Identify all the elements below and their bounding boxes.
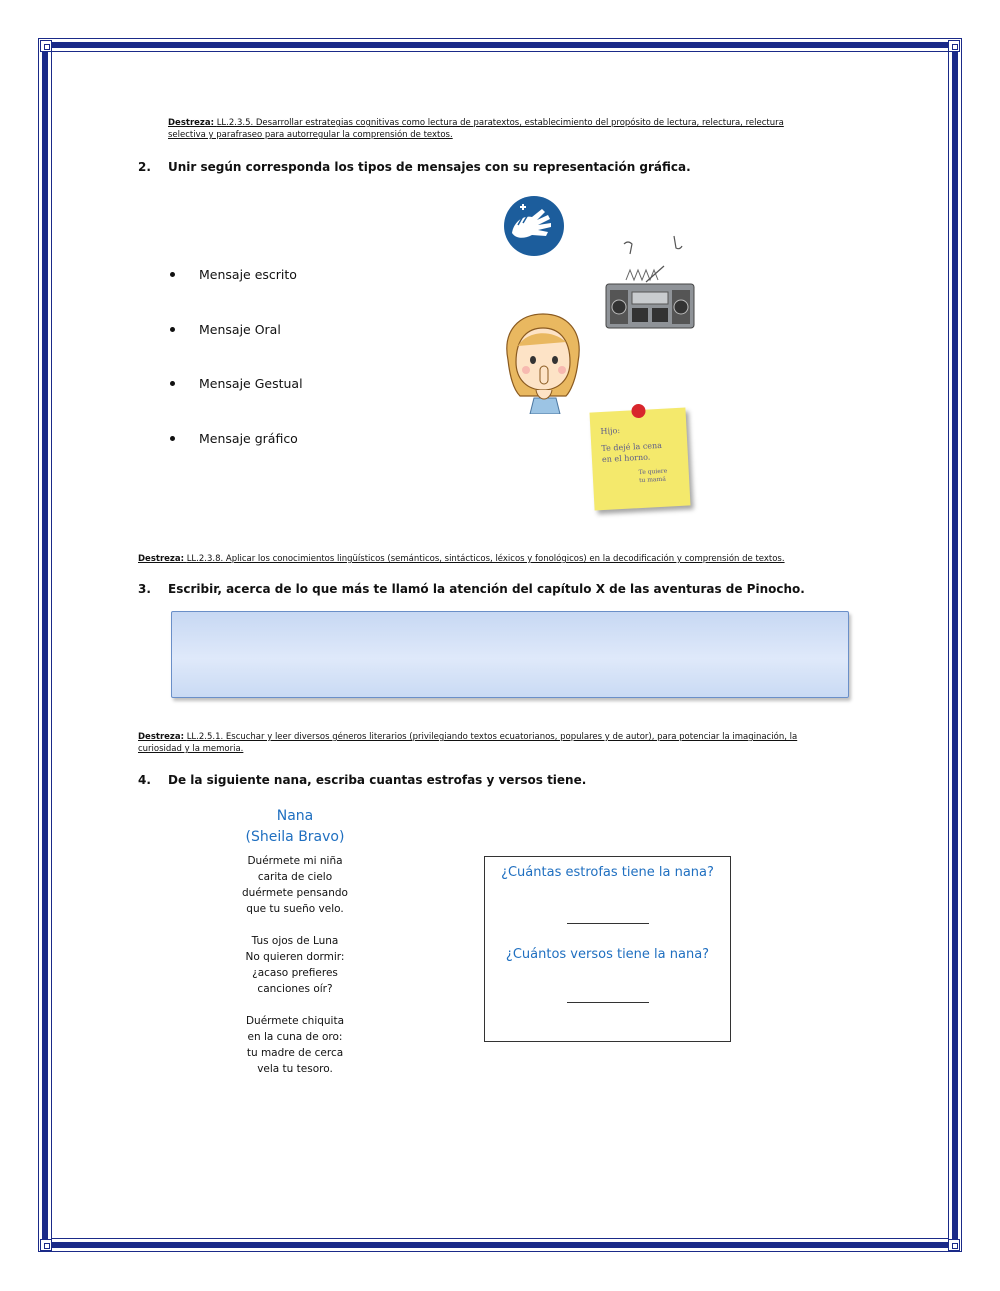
poem-verse: No quieren dormir: <box>245 951 345 963</box>
bullet-icon <box>170 436 175 441</box>
destreza-text: selectiva y parafraseo para autorregular la comprensión de textos. <box>168 130 453 140</box>
note-line: en el horno. <box>601 452 651 464</box>
destreza-label: Destreza: <box>168 118 214 128</box>
destreza-text: curiosidad y la memoria. <box>138 744 244 754</box>
list-item[interactable] <box>170 431 298 446</box>
poem-verse: en la cuna de oro: <box>247 1031 343 1043</box>
poem-verse: canciones oír? <box>257 983 333 995</box>
poem-verse: carita de cielo <box>257 871 333 883</box>
poem-author: (Sheila Bravo) <box>245 829 345 845</box>
estrofas-answer-blank[interactable] <box>567 923 649 924</box>
question-4-number: 4. <box>138 773 151 787</box>
versos-answer-blank[interactable] <box>567 1002 649 1003</box>
poem-verse: tu madre de cerca <box>246 1047 344 1059</box>
pin-icon <box>631 404 646 419</box>
poem-verse: Duérmete chiquita <box>245 1015 345 1027</box>
radio-icon[interactable] <box>604 230 698 330</box>
poem-title: Nana <box>276 808 314 824</box>
list-item[interactable] <box>170 376 303 391</box>
question-box <box>484 856 731 1042</box>
note-text <box>600 423 668 487</box>
destreza-text: LL.2.5.1. Escuchar y leer diversos géneros literarios (privilegiando textos ecuatorianos, populares y de autor), para potenciar la imaginación, la <box>186 732 798 742</box>
note-line: Hijo: <box>600 426 621 437</box>
question-3-number: 3. <box>138 582 151 596</box>
destreza-1 <box>168 117 838 141</box>
poem-verse: Duérmete mi niña <box>247 855 343 867</box>
message-type-label: Mensaje Oral <box>199 322 281 337</box>
list-item[interactable] <box>170 267 297 282</box>
poem-verse: vela tu tesoro. <box>257 1063 333 1075</box>
destreza-2 <box>138 553 838 565</box>
destreza-3 <box>138 731 838 755</box>
list-item[interactable] <box>170 322 281 337</box>
destreza-label: Destreza: <box>138 732 184 742</box>
question-3-text: Escribir, acerca de lo que más te llamó la atención del capítulo X de las aventuras de Pinocho. <box>168 582 805 596</box>
poem-body <box>230 853 360 1077</box>
bullet-icon <box>170 381 175 386</box>
question-4-text: De la siguiente nana, escriba cuantas estrofas y versos tiene. <box>168 773 587 787</box>
corner-ornament <box>948 1239 960 1251</box>
note-line: Te quiere <box>638 467 668 477</box>
answer-text-box[interactable] <box>171 611 849 698</box>
message-type-label: Mensaje gráfico <box>199 431 298 446</box>
poem-verse: duérmete pensando <box>242 887 348 899</box>
message-type-label: Mensaje escrito <box>199 267 297 282</box>
girl-shh-icon[interactable] <box>500 310 586 414</box>
sticky-note[interactable] <box>590 408 691 511</box>
destreza-text: LL.2.3.8. Aplicar los conocimientos lingüísticos (semánticos, sintácticos, léxicos y fonológicos) en la decodificación y comprensión de textos. <box>186 554 785 564</box>
destreza-label: Destreza: <box>138 554 184 564</box>
note-line: Te dejé la cena <box>601 440 663 453</box>
destreza-text: LL.2.3.5. Desarrollar estrategias cognitivas como lectura de paratextos, establecimiento del propósito de lectura, relectura, relectura <box>216 118 784 128</box>
sign-language-icon[interactable] <box>496 195 572 257</box>
message-type-label: Mensaje Gestual <box>199 376 303 391</box>
versos-question: ¿Cuántos versos tiene la nana? <box>505 947 710 962</box>
corner-ornament <box>40 1239 52 1251</box>
corner-ornament <box>40 40 52 52</box>
poem-verse: Tus ojos de Luna <box>251 935 339 947</box>
poem-verse: ¿acaso prefieres <box>252 967 338 979</box>
poem-verse: que tu sueño velo. <box>246 903 344 915</box>
note-line: tu mamá <box>638 475 666 485</box>
estrofas-question: ¿Cuántas estrofas tiene la nana? <box>501 865 714 880</box>
question-2-text: Unir según corresponda los tipos de mensajes con su representación gráfica. <box>168 160 691 174</box>
bullet-icon <box>170 327 175 332</box>
corner-ornament <box>948 40 960 52</box>
question-2-number: 2. <box>138 160 151 174</box>
bullet-icon <box>170 272 175 277</box>
